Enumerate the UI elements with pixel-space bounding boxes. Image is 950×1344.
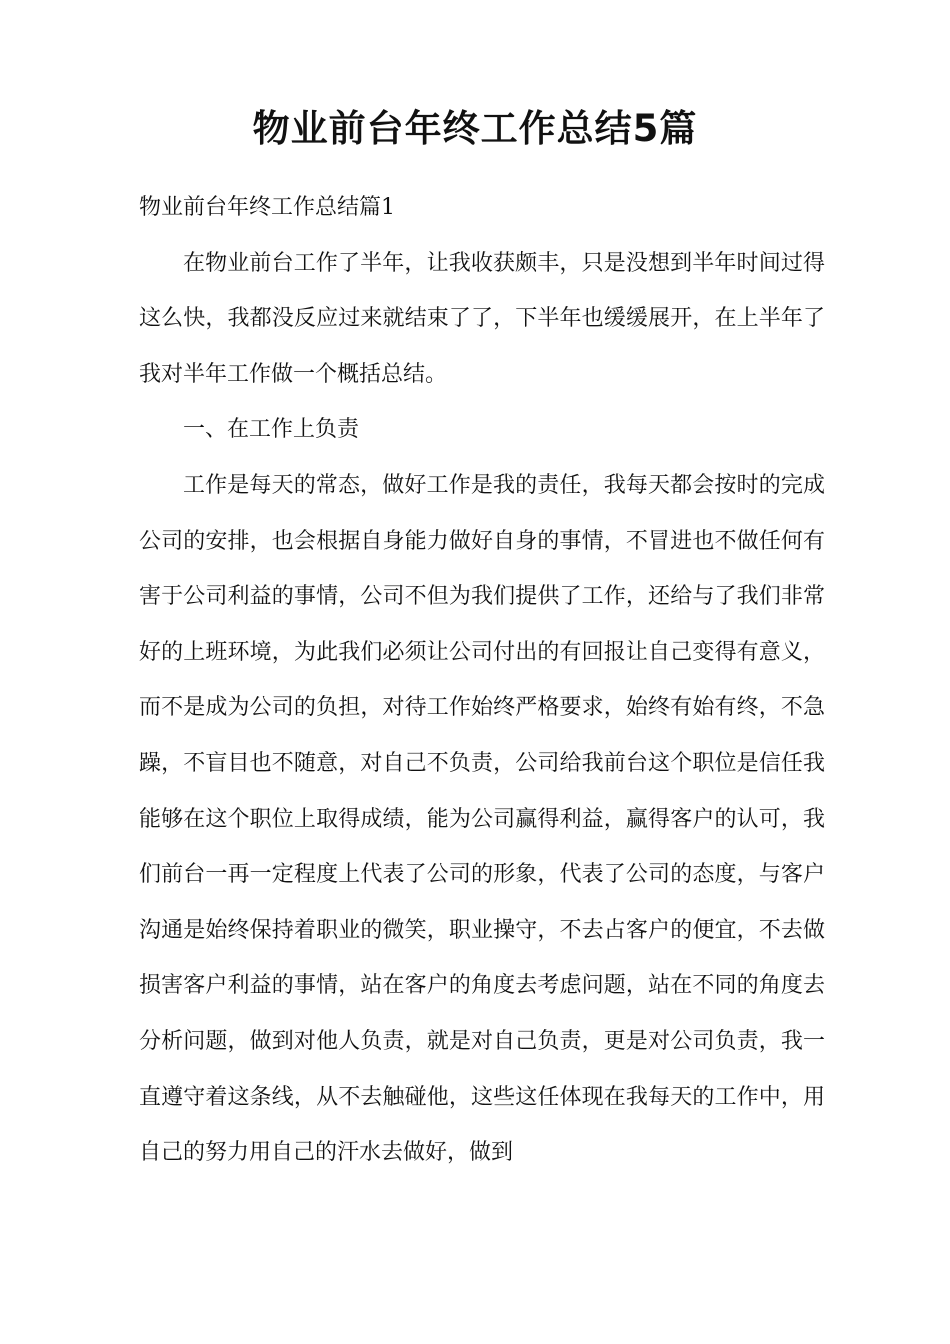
subheading-work-responsibility: 一、在工作上负责: [183, 417, 360, 443]
document-title: 物业前台年终工作总结5篇: [252, 107, 698, 150]
paragraph-intro: 在物业前台工作了半年，让我收获颇丰，只是没想到半年时间过得这么快，我都没反应过来就结束了了，下半年也缓缓展开，在上半年了我对半年工作做一个概括总结。: [139, 250, 825, 387]
section-title: 物业前台年终工作总结篇1: [139, 195, 395, 220]
document-body: [139, 180, 825, 1181]
paragraph-work-responsibility: 工作是每天的常态，做好工作是我的责任，我每天都会按时的完成公司的安排，也会根据自身能力做好自身的事情，不冒进也不做任何有害于公司利益的事情，公司不但为我们提供了工作，还给与了我们非常好的上班环境，为此我们必须让公司付出的有回报让自己变得有意义，而不是成为公司的负担，对待工作始终严格要求，始终有始有终，不急躁，不盲目也不随意，对自己不负责，公司给我前台这个职位是信任我能够在这个职位上取得成绩，能为公司赢得利益，赢得客户的认可，我们前台一再一定程度上代表了公司的形象，代表了公司的态度，与客户沟通是始终保持着职业的微笑，职业操守，不去占客户的便宜，不去做损害客户利益的事情，站在客户的角度去考虑问题，站在不同的角度去分析问题，做到对他人负责，就是对自己负责，更是对公司负责，我一直遵守着这条线，从不去触碰他，这些这任体现在我每天的工作中，用自己的努力用自己的汗水去做好，做到: [139, 472, 825, 1166]
